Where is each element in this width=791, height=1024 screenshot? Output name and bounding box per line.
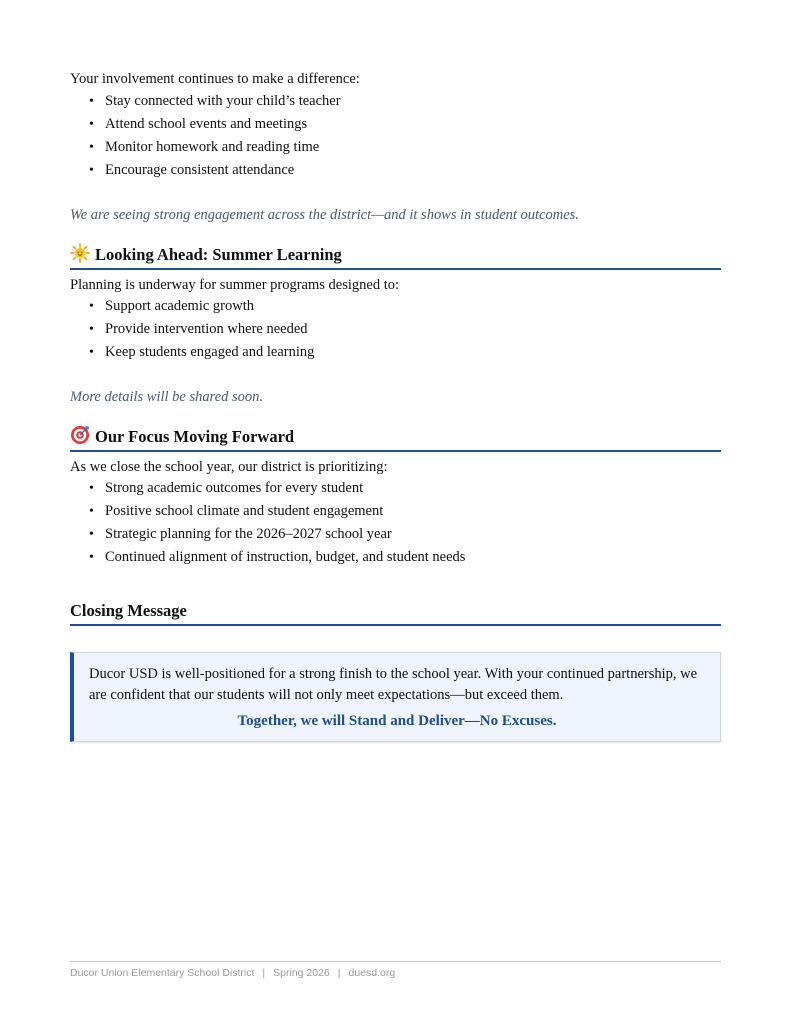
list-item: • Keep students engaged and learning <box>70 341 314 364</box>
section-heading-summer <box>70 243 721 270</box>
summer-intro: Planning is underway for summer programs designed to: <box>70 277 400 293</box>
list-item: • Provide intervention where needed <box>70 318 314 341</box>
list-item: • Strong academic outcomes for every student <box>70 477 465 500</box>
summer-note: More details will be shared soon. <box>70 389 264 405</box>
list-item: • Continued alignment of instruction, budget, and student needs <box>70 546 465 569</box>
target-icon <box>70 425 90 445</box>
section-title: Closing Message <box>70 601 187 620</box>
closing-callout <box>70 652 721 742</box>
footer-season: Spring 2026 <box>273 967 330 979</box>
section-heading-closing <box>70 600 721 626</box>
list-item: • Strategic planning for the 2026–2027 school year <box>70 523 465 546</box>
summer-list <box>70 295 314 364</box>
focus-list <box>70 477 465 569</box>
focus-intro: As we close the school year, our district is prioritizing: <box>70 459 388 475</box>
involvement-note: We are seeing strong engagement across the district—and it shows in student outcomes. <box>70 207 579 223</box>
footer-separator: | <box>262 967 266 979</box>
list-item: • Monitor homework and reading time <box>70 136 341 159</box>
footer-district: Ducor Union Elementary School District <box>70 967 255 979</box>
closing-tagline: Together, we will Stand and Deliver—No Excuses. <box>237 713 557 729</box>
closing-body: Ducor USD is well-positioned for a strong finish to the school year. With your continued partnership, we are confident that our students will not only meet expectations—but exceed them. <box>89 666 698 703</box>
list-item: • Stay connected with your child’s teacher <box>70 90 341 113</box>
list-item: • Attend school events and meetings <box>70 113 341 136</box>
footer-separator: | <box>337 967 341 979</box>
section-title: Our Focus Moving Forward <box>95 427 295 446</box>
list-item: • Positive school climate and student engagement <box>70 500 465 523</box>
page-footer <box>70 961 721 979</box>
list-item: • Support academic growth <box>70 295 314 318</box>
section-title: Looking Ahead: Summer Learning <box>95 245 342 264</box>
footer-site: duesd.org <box>348 967 396 979</box>
involvement-list <box>70 90 341 182</box>
involvement-intro: Your involvement continues to make a difference: <box>70 71 360 87</box>
list-item: • Encourage consistent attendance <box>70 159 341 182</box>
sun-icon <box>70 243 90 263</box>
section-heading-focus <box>70 425 721 452</box>
